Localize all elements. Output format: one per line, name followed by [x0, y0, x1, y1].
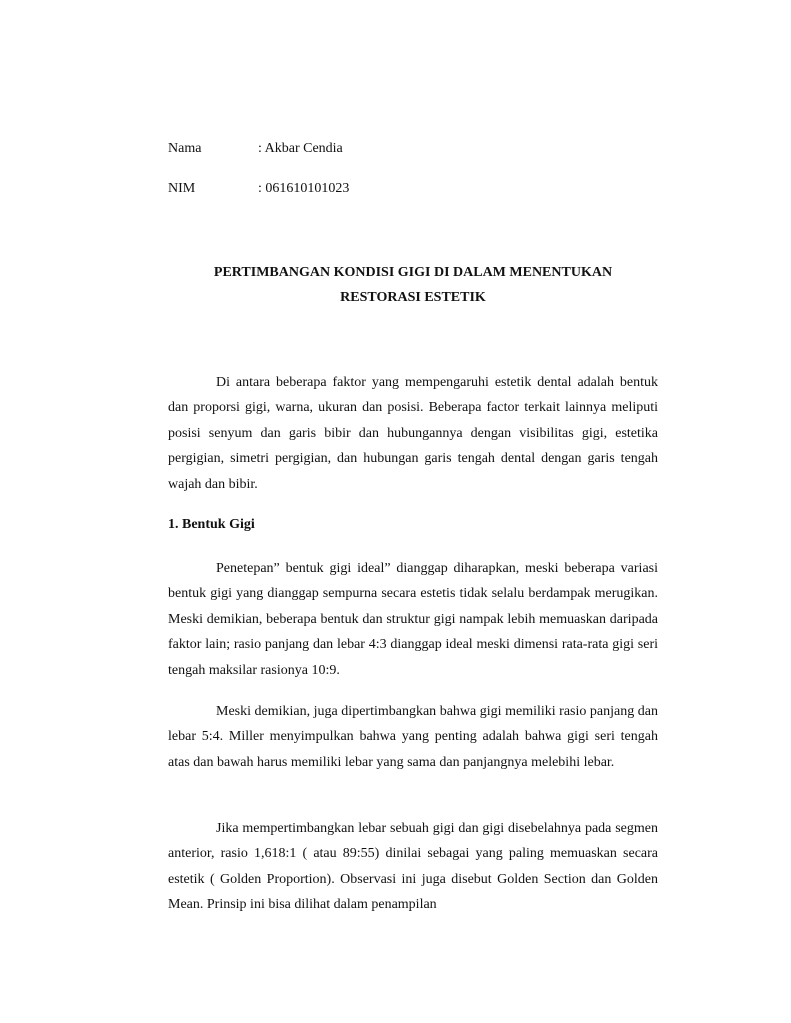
nim-label: NIM [168, 181, 196, 196]
nama-value: : Akbar Cendia [258, 141, 343, 156]
section-heading-bentuk-gigi: 1. Bentuk Gigi [168, 517, 255, 532]
paragraph-3: Jika mempertimbangkan lebar sebuah gigi dan gigi disebelahnya pada segmen anterior, rasio 1,618:1 ( atau 89:55) dinilai sebagai yang paling memuaskan secara estetik ( Golden Proportion). Observasi ini juga disebut Golden Section dan Golden Mean. Prinsip ini bisa dilihat dalam penampilan [168, 821, 658, 913]
nim-value: : 061610101023 [258, 181, 350, 196]
paragraph-2: Meski demikian, juga dipertimbangkan bahwa gigi memiliki rasio panjang dan lebar 5:4. Miller menyimpulkan bahwa yang penting adalah bahwa gigi seri tengah atas dan bawah harus memiliki lebar yang sama dan panjangnya melebihi lebar. [168, 704, 658, 770]
intro-paragraph: Di antara beberapa faktor yang mempengaruhi estetik dental adalah bentuk dan proporsi gigi, warna, ukuran dan posisi. Beberapa factor terkait lainnya meliputi posisi senyum dan garis bibir dan hubungannya dengan visibilitas gigi, estetika pergigian, simetri pergigian, dan hubungan garis tengah dental dengan garis tengah wajah dan bibir. [168, 375, 658, 492]
title-line-2: RESTORASI ESTETIK [340, 290, 486, 305]
title-line-1: PERTIMBANGAN KONDISI GIGI DI DALAM MENENTUKAN [213, 265, 613, 280]
nama-label: Nama [168, 141, 202, 156]
paragraph-1: Penetepan” bentuk gigi ideal” dianggap diharapkan, meski beberapa variasi bentuk gigi yang dianggap sempurna secara estetis tidak selalu berdampak merugikan. Meski demikian, beberapa bentuk dan struktur gigi nampak lebih memuaskan daripada faktor lain; rasio panjang dan lebar 4:3 dianggap ideal meski dimensi rata-rata gigi seri tengah maksilar rasionya 10:9. [168, 561, 658, 678]
